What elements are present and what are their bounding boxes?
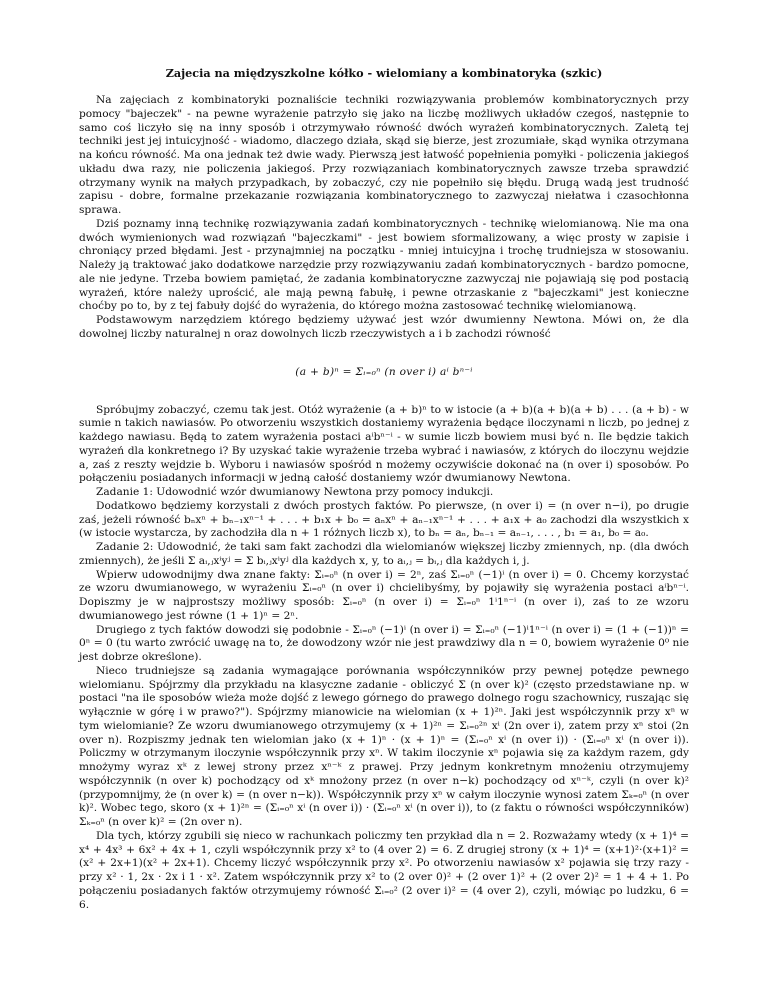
paragraph: Nieco trudniejsze są zadania wymagające porównania współczynników przy pewnej potędze pewnego wielomianu. Spójrzmy dla przykładu na klasyczne zadanie - obliczyć Σ (n over k)² (często przedstawiane np. w postaci "na ile sposobów wieża może dojść z lewego górnego do prawego dolnego rogu szachownicy, ruszając się wyłącznie w górę i w prawo?"). Spójrzmy mianowicie na wielomian (x + 1)²ⁿ. Jaki jest współczynnik przy xⁿ w tym wielomianie? Ze wzoru dwumianowego otrzymujemy (x + 1)²ⁿ = Σᵢ₌₀²ⁿ xⁱ (2n over i), zatem przy xⁿ stoi (2n over n). Rozpiszmy jednak ten wielomian jako (x + 1)ⁿ · (x + 1)ⁿ = (Σᵢ₌₀ⁿ xⁱ (n over i)) · (Σᵢ₌₀ⁿ xⁱ (n over i)). Policzmy w otrzymanym iloczynie współczynnik przy xⁿ. W takim iloczynie xⁿ pojawia się za każdym razem, gdy mnożymy wyraz xᵏ z lewej strony przez xⁿ⁻ᵏ z prawej. Przy jednym konkretnym mnożeniu otrzymujemy współczynnik (n over k) pochodzący od xᵏ mnożony przez (n over n−k) pochodzący od xⁿ⁻ᵏ, czyli (n over k)² (przypomnijmy, że (n over k) = (n over n−k)). Współczynnik przy xⁿ w całym iloczynie wynosi zatem Σₖ₌₀ⁿ (n over k)². Wobec tego, skoro (x + 1)²ⁿ = (Σᵢ₌₀ⁿ xⁱ (n over i)) · (Σᵢ₌₀ⁿ xⁱ (n over i)), to (z faktu o równości współczynników) Σₖ₌₀ⁿ (n over k)² = (2n over n). (79, 664, 689, 828)
paragraph: Drugiego z tych faktów dowodzi się podobnie - Σᵢ₌₀ⁿ (−1)ⁱ (n over i) = Σᵢ₌₀ⁿ (−1)ⁱ1ⁿ⁻ⁱ (n over i) = (1 + (−1))ⁿ = 0ⁿ = 0 (tu warto zwrócić uwagę na to, że dowodzony wzór nie jest prawdziwy dla n = 0, bowiem wyrażenie 0⁰ nie jest dobrze określone). (79, 623, 689, 663)
exercise-1: Zadanie 1: Udowodnić wzór dwumianowy Newtona przy pomocy indukcji. (96, 486, 494, 498)
paragraph: Dziś poznamy inną technikę rozwiązywania zadań kombinatorycznych - technikę wielomianową. Nie ma ona dwóch wymienionych wad rozwiązań "bajeczkami" - jest bowiem sformalizowany, a więc prosty w zapisie i chroniący przed błędami. Jest - przynajmniej na początku - mniej intuicyjna i trochę trudniejsza w stosowaniu. Należy ją traktować jako dodatkowe narzędzie przy rozwiązywaniu zadań kombinatorycznych - bardzo pomocne, ale nie jedyne. Trzeba bowiem pamiętać, że zadania kombinatoryczne zazwyczaj nie pojawiają się pod postacią wyrażeń, które należy uprościć, ale mają pewną fabułę, i pewne otrzaskanie z "bajeczkami" jest konieczne choćby po to, by z tej fabuły dojść do wyrażenia, do którego można zastosować technikę wielomianową. (79, 217, 689, 313)
binomial-formula: (a + b)ⁿ = Σᵢ₌₀ⁿ (n over i) aⁱ bⁿ⁻ⁱ (295, 365, 473, 378)
paragraph: Dodatkowo będziemy korzystali z dwóch prostych faktów. Po pierwsze, (n over i) = (n over n−i), po drugie zaś, jeżeli równość bₙxⁿ + bₙ₋₁xⁿ⁻¹ + . . . + b₁x + b₀ = aₙxⁿ + aₙ₋₁xⁿ⁻¹ + . . . + a₁x + a₀ zachodzi dla wszystkich x (w istocie wystarcza, by zachodziła dla n + 1 różnych liczb x), to bₙ = aₙ, bₙ₋₁ = aₙ₋₁, . . . , b₁ = a₁, b₀ = a₀. (79, 499, 689, 540)
exercise-2: Zadanie 2: Udowodnić, że taki sam fakt zachodzi dla wielomianów większej liczby zmiennych, np. (dla dwóch zmiennych), że jeśli Σ aᵢ,ⱼxⁱyʲ = Σ bᵢ,ⱼxⁱyʲ dla każdych x, y, to aᵢ,ⱼ = bᵢ,ⱼ dla każdych i, j. (79, 541, 689, 567)
paragraph: Na zajęciach z kombinatoryki poznaliście techniki rozwiązywania problemów kombinatorycznych przy pomocy "bajeczek" - na pewne wyrażenie patrzyło się jako na liczbę możliwych układów czegoś, następnie to samo coś liczyło się na inny sposób i otrzymywało równość dwóch wyrażeń kombinatorycznych. Zaletą tej techniki jest jej intuicyjność - wiadomo, dlaczego działa, skąd się bierze, jest zrozumiałe, skąd wynika otrzymana na końcu równość. Ma ona jednak też dwie wady. Pierwszą jest łatwość popełnienia pomyłki - policzenia jakiegoś układu dwa razy, nie policzenia jakiegoś. Przy rozwiązaniach kombinatorycznych zawsze trzeba sprawdzić otrzymany wynik na małych przypadkach, by zobaczyć, czy nie popełniło się błędu. Drugą wadą jest trudność zapisu - dobre, formalne przekazanie rozwiązania kombinatorycznego to zazwyczaj niełatwa i czasochłonna sprawa. (79, 94, 689, 216)
paragraph: Wpierw udowodnijmy dwa znane fakty: Σᵢ₌₀ⁿ (n over i) = 2ⁿ, zaś Σᵢ₌₀ⁿ (−1)ⁱ (n over i) = 0. Chcemy korzystać ze wzoru dwumianowego, w wyrażeniu Σᵢ₌₀ⁿ (n over i) chcielibyśmy, by pojawiły się wyrażenia postaci aⁱbⁿ⁻ⁱ. Dopiszmy je w najprostszy możliwy sposób: Σᵢ₌₀ⁿ (n over i) = Σᵢ₌₀ⁿ 1ⁱ1ⁿ⁻ⁱ (n over i), zaś to ze wzoru dwumianowego jest równe (1 + 1)ⁿ = 2ⁿ. (79, 568, 689, 622)
paragraph: Dla tych, którzy zgubili się nieco w rachunkach policzmy ten przykład dla n = 2. Rozważamy wtedy (x + 1)⁴ = x⁴ + 4x³ + 6x² + 4x + 1, czyli współczynnik przy x² to (4 over 2) = 6. Z drugiej strony (x + 1)⁴ = (x+1)²·(x+1)² = (x² + 2x+1)(x² + 2x+1). Chcemy liczyć współczynnik przy x². Po otworzeniu nawiasów x² pojawia się trzy razy - przy x² · 1, 2x · 2x i 1 · x². Zatem współczynnik przy x² to (2 over 0)² + (2 over 1)² + (2 over 2)² = 1 + 4 + 1. Po połączeniu posiadanych faktów otrzymujemy równość Σᵢ₌₀² (2 over i)² = (4 over 2), czyli, mówiąc po ludzku, 6 = 6. (79, 829, 689, 911)
paragraph: Spróbujmy zobaczyć, czemu tak jest. Otóż wyrażenie (a + b)ⁿ to w istocie (a + b)(a + b)(a + b) . . . (a + b) - w sumie n takich nawiasów. Po otworzeniu wszystkich dostaniemy wyrażenia będące iloczynami n liczb, po jednej z każdego nawiasu. Będą to zatem wyrażenia postaci aⁱbⁿ⁻ⁱ - w sumie liczb bowiem musi być n. Ile będzie takich wyrażeń dla konkretnego i? By uzyskać takie wyrażenie trzeba wybrać i nawiasów, z których do iloczynu wejdzie a, zaś z reszty wejdzie b. Wyboru i nawiasów spośród n możemy oczywiście dokonać na (n over i) sposobów. Po połączeniu posiadanych informacji w jedną całość dostaniemy wzór dwumianowy Newtona. (79, 403, 689, 485)
document-title: Zajecia na międzyszkolne kółko - wielomiany a kombinatoryka (szkic) (165, 66, 603, 80)
paragraph: Podstawowym narzędziem którego będziemy używać jest wzór dwumienny Newtona. Mówi on, że dla dowolnej liczby naturalnej n oraz dowolnych liczb rzeczywistych a i b zachodzi równość (79, 314, 689, 340)
